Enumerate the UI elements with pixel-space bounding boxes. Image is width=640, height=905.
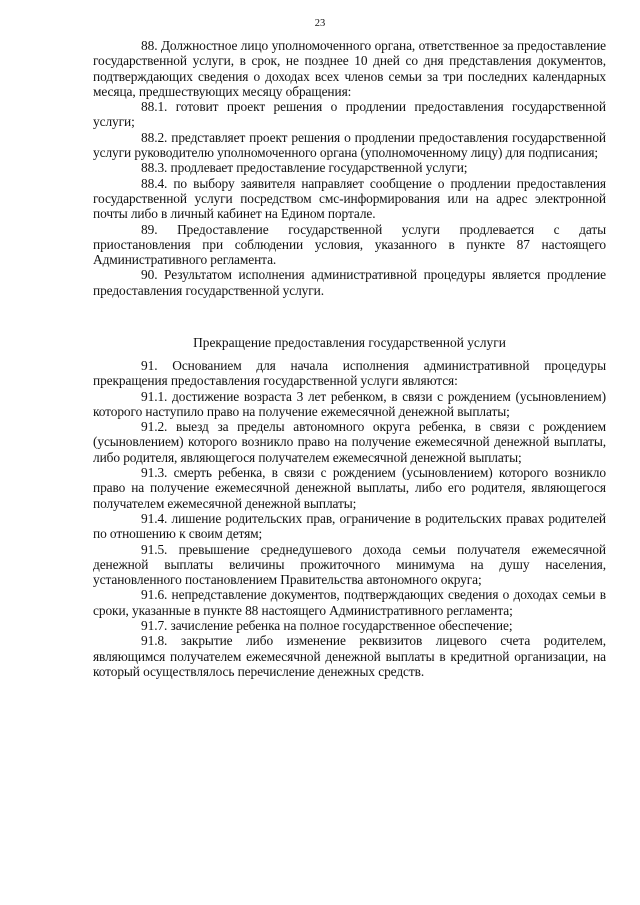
paragraph-88-3: 88.3. продлевает предоставление государственной услуги; [141, 160, 468, 176]
section-termination [93, 358, 606, 679]
paragraph-88-2: 88.2. представляет проект решения о продлении предоставления государственной услуги руководителю уполномоченного органа (уполномоченному лицу) для подписания; [93, 129, 606, 161]
paragraph-88: 88. Должностное лицо уполномоченного органа, ответственное за предоставление государственной услуги, в срок, не позднее 10 дней со дня представления документов, подтверждающих сведения о доходах всех членов семьи за три последних календарных месяца, предшествующих месяцу обращения: [93, 38, 606, 99]
paragraph-88-4: 88.4. по выбору заявителя направляет сообщение о продлении предоставления государственной услуги посредством смс-информирования или на адрес электронной почты либо в личный кабинет на Едином портале. [93, 175, 606, 222]
section-heading: Прекращение предоставления государственной услуги [193, 335, 506, 350]
page-number: 23 [314, 18, 326, 29]
paragraph-91-6: 91.6. непредставление документов, подтверждающих сведения о доходах семьи в сроки, указанные в пункте 88 настоящего Административного регламента; [93, 587, 606, 618]
paragraph-89: 89. Предоставление государственной услуги продлевается с даты приостановления при соблюдении условия, указанного в пункте 87 настоящего Административного регламента. [93, 221, 606, 268]
paragraph-91-7: 91.7. зачисление ребенка на полное государственное обеспечение; [141, 618, 513, 634]
paragraph-91-8: 91.8. закрытие либо изменение реквизитов лицевого счета родителем, являющимся получателем ежемесячной денежной выплаты в кредитной организации, на который осуществлялось перечисление денежных средств. [93, 633, 606, 679]
paragraph-91-2: 91.2. выезд за пределы автономного округа ребенка, в связи с рождением (усыновлением) которого возникло право на получение ежемесячной денежной выплаты, либо родителя, являющегося получателем ежемесячной денежной выплаты; [93, 419, 606, 465]
paragraph-91-5: 91.5. превышение среднедушевого дохода семьи получателя ежемесячной денежной выплаты величины прожиточного минимума на душу населения, установленного постановлением Правительства автономного округа; [93, 541, 606, 588]
paragraph-88-1: 88.1. готовит проект решения о продлении предоставления государственной услуги; [93, 99, 606, 130]
section-prolongation [93, 38, 606, 298]
paragraph-91-4: 91.4. лишение родительских прав, ограничение в родительских правах родителей по отношению к своим детям; [93, 510, 606, 542]
paragraph-91-3: 91.3. смерть ребенка, в связи с рождением (усыновлением) которого возникло право на получение ежемесячной денежной выплаты, либо его родителя, являющегося получателем ежемесячной денежной выплаты; [93, 465, 606, 511]
paragraph-91-1: 91.1. достижение возраста 3 лет ребенком, в связи с рождением (усыновлением) которого наступило право на получение ежемесячной денежной выплаты; [93, 388, 606, 419]
paragraph-90: 90. Результатом исполнения административной процедуры является продление предоставления государственной услуги. [93, 267, 606, 298]
paragraph-91: 91. Основанием для начала исполнения административной процедуры прекращения предоставления государственной услуги являются: [93, 358, 606, 389]
